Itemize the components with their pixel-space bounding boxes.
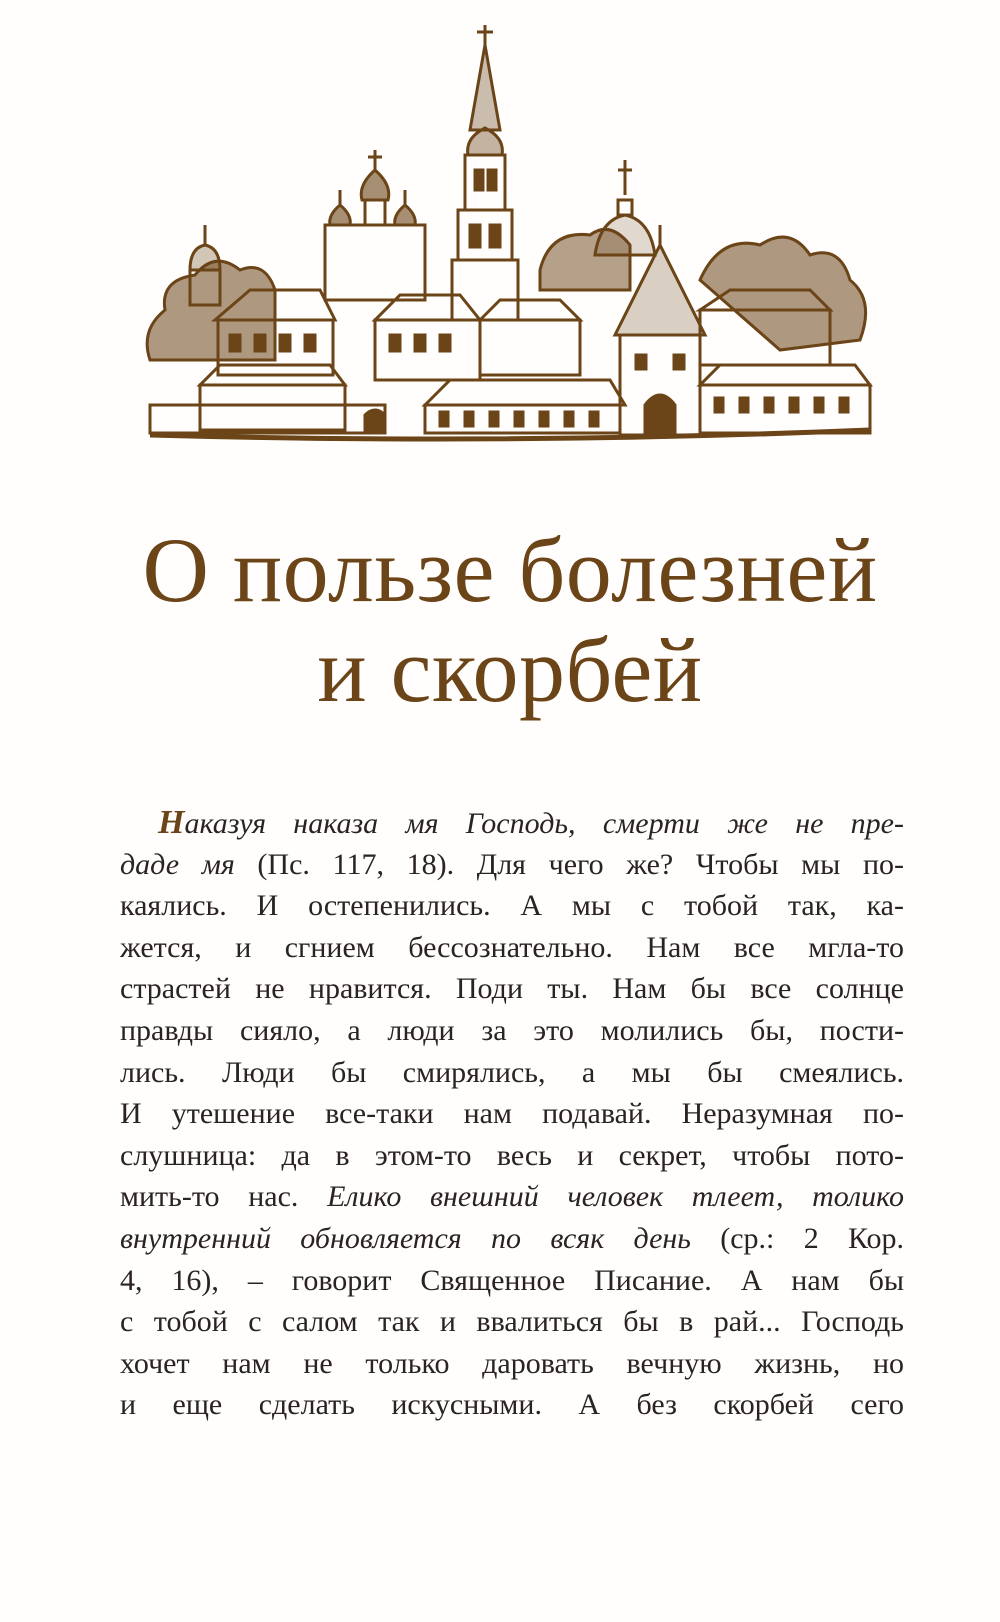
text-line: И утешение все-таки нам подавай. Неразумная по-: [120, 1097, 904, 1131]
text-line: Наказуя наказа мя Господь, смерти же не пре-: [158, 804, 904, 841]
text-line: правды сияло, а люди за это молились бы, пости-: [120, 1013, 904, 1047]
text-line: каялись. И остепенились. А мы с тобой так, ка-: [120, 889, 904, 923]
monastery-engraving-icon: [140, 20, 880, 460]
text-line: и еще сделать искусными. А без скорбей сего: [120, 1388, 904, 1422]
text-line: страстей не нравится. Поди ты. Нам бы все солнце: [120, 972, 904, 1006]
text-line: с тобой с салом так и ввалиться бы в рай... Господь: [120, 1305, 904, 1339]
text-line: лись. Люди бы смирялись, а мы бы смеялись.: [120, 1055, 904, 1089]
body-text: [120, 802, 904, 1426]
text-line: даде мя (Пс. 117, 18). Для чего же? Чтобы мы по-: [120, 847, 904, 881]
text-line: 4, 16), – говорит Священное Писание. А нам бы: [120, 1263, 904, 1297]
drop-cap: Н: [158, 804, 185, 841]
page-title: [100, 520, 920, 720]
text-line: мить-то нас. Елико внешний человек тлеет, толико: [120, 1180, 904, 1214]
text-line: слушница: да в этом-то весь и секрет, чтобы пото-: [120, 1138, 904, 1172]
text-line: хочет нам не только даровать вечную жизнь, но: [120, 1346, 904, 1380]
text-line: жется, и сгнием бессознательно. Нам все мгла-то: [120, 930, 904, 964]
text-line: внутренний обновляется по всяк день (ср.: 2 Кор.: [120, 1221, 904, 1255]
title-line-1: О пользе болезней: [142, 519, 878, 621]
title-line-2: и скорбей: [317, 619, 703, 721]
